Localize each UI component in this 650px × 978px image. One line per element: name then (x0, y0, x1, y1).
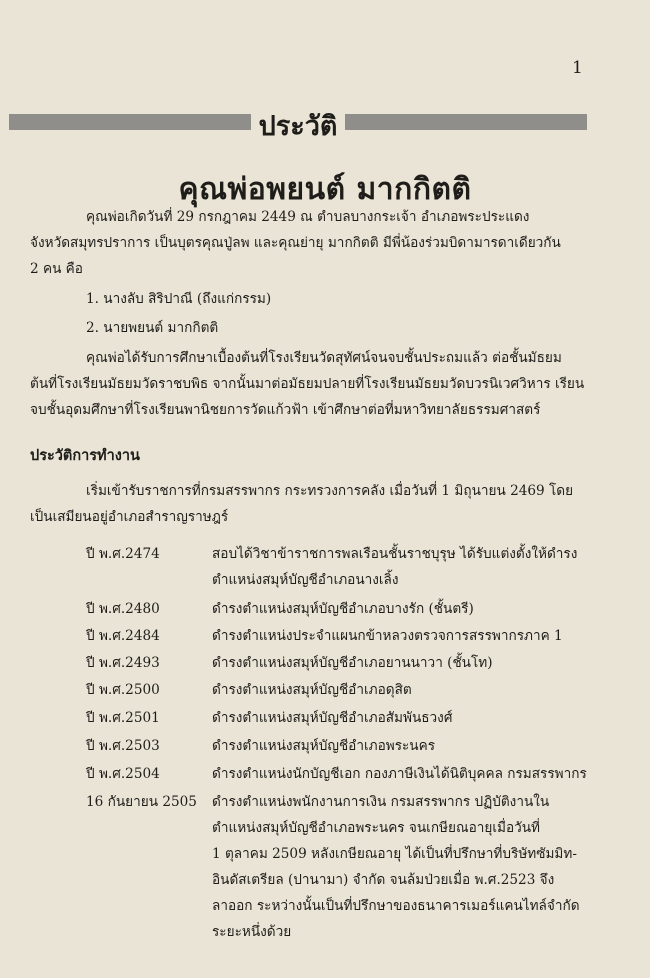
career-description (212, 677, 588, 703)
career-year: ปี พ.ศ.2480 (86, 601, 160, 617)
intro-paragraph (30, 204, 588, 282)
header-bar-left (9, 114, 251, 130)
career-description (212, 761, 588, 787)
career-line: ดำรงตำแหน่งนักบัญชีเอก กองภาษีเงินได้นิติบุคคล กรมสรรพากร (212, 766, 587, 782)
career-year: ปี พ.ศ.2500 (86, 682, 160, 698)
career-year: ปี พ.ศ.2484 (86, 628, 160, 644)
career-year: ปี พ.ศ.2504 (86, 766, 160, 782)
work-intro-paragraph (30, 478, 588, 530)
career-description (212, 541, 588, 593)
page-number: 1 (572, 58, 583, 78)
career-year: ปี พ.ศ.2474 (86, 546, 160, 562)
career-line: อินดัสเตรียล (ปานามา) จำกัด จนล้มป่วยเมื่อ พ.ศ.2523 จึง (212, 872, 555, 888)
career-line: ดำรงตำแหน่งประจำแผนกข้าหลวงตรวจการสรรพากรภาค 1 (212, 628, 563, 644)
intro-line: 2 คน คือ (30, 261, 83, 277)
career-description (212, 596, 588, 622)
career-line: ดำรงตำแหน่งสมุห์บัญชีอำเภอดุสิต (212, 682, 412, 698)
career-year: ปี พ.ศ.2503 (86, 738, 160, 754)
education-line: คุณพ่อได้รับการศึกษาเบื้องต้นที่โรงเรียนวัดสุทัศน์จนจบชั้นประถมแล้ว ต่อชั้นมัธยม (86, 350, 562, 366)
career-line: 1 ตุลาคม 2509 หลังเกษียณอายุ ได้เป็นที่ปรึกษาที่บริษัทซัมมิท- (212, 846, 577, 862)
career-line: ดำรงตำแหน่งพนักงานการเงิน กรมสรรพากร ปฏิบัติงานใน (212, 794, 550, 810)
career-line: ตำแหน่งสมุห์บัญชีอำเภอนางเลิ้ง (212, 572, 399, 588)
work-intro-line: เป็นเสมียนอยู่อำเภอสำราญราษฎร์ (30, 509, 229, 525)
education-line: จบชั้นอุดมศึกษาที่โรงเรียนพานิชยการวัดแก้วฟ้า เข้าศึกษาต่อที่มหาวิทยาลัยธรรมศาสตร์ (30, 402, 541, 418)
education-paragraph (30, 345, 588, 423)
name-title: คุณพ่อพยนต์ มากกิตติ (178, 172, 472, 207)
header-bar-right (345, 114, 587, 130)
career-description (212, 789, 588, 945)
career-line: ดำรงตำแหน่งสมุห์บัญชีอำเภอบางรัก (ชั้นตรี) (212, 601, 474, 617)
education-line: ต้นที่โรงเรียนมัธยมวัดราชบพิธ จากนั้นมาต่อมัธยมปลายที่โรงเรียนมัธยมวัดบวรนิเวศวิหาร เรียน (30, 376, 585, 392)
section-header (9, 104, 587, 142)
career-line: สอบได้วิชาข้าราชการพลเรือนชั้นราชบุรุษ ได้รับแต่งตั้งให้ดำรง (212, 546, 578, 562)
intro-line: จังหวัดสมุทรปราการ เป็นบุตรคุณปู่ลพ และคุณย่ายุ มากกิตติ มีพี่น้องร่วมบิดามารดาเดียวกัน (30, 235, 561, 251)
intro-line: คุณพ่อเกิดวันที่ 29 กรกฎาคม 2449 ณ ตำบลบางกระเจ้า อำเภอพระประแดง (86, 209, 530, 225)
career-year: ปี พ.ศ.2501 (86, 710, 160, 726)
career-year: ปี พ.ศ.2493 (86, 655, 160, 671)
sibling-item: 1. นางลับ สิริปาณี (ถึงแก่กรรม) (86, 291, 272, 307)
career-line: ดำรงตำแหน่งสมุห์บัญชีอำเภอสัมพันธวงศ์ (212, 710, 453, 726)
career-description (212, 705, 588, 731)
section-title: ประวัติ (258, 111, 338, 142)
sibling-item: 2. นายพยนต์ มากกิตติ (86, 320, 219, 336)
career-year: 16 กันยายน 2505 (86, 794, 197, 810)
career-line: ตำแหน่งสมุห์บัญชีอำเภอพระนคร จนเกษียณอายุเมื่อวันที่ (212, 820, 541, 836)
career-description (212, 623, 588, 649)
career-description (212, 733, 588, 759)
work-intro-line: เริ่มเข้ารับราชการที่กรมสรรพากร กระทรวงการคลัง เมื่อวันที่ 1 มิถุนายน 2469 โดย (86, 483, 574, 499)
career-line: ระยะหนึ่งด้วย (212, 924, 292, 940)
career-line: ลาออก ระหว่างนั้นเป็นที่ปรึกษาของธนาคารเมอร์แคนไทล์จำกัด (212, 898, 580, 914)
career-line: ดำรงตำแหน่งสมุห์บัญชีอำเภอพระนคร (212, 738, 435, 754)
career-line: ดำรงตำแหน่งสมุห์บัญชีอำเภอยานนาวา (ชั้นโท) (212, 655, 493, 671)
career-description (212, 650, 588, 676)
work-heading: ประวัติการทำงาน (30, 448, 140, 464)
